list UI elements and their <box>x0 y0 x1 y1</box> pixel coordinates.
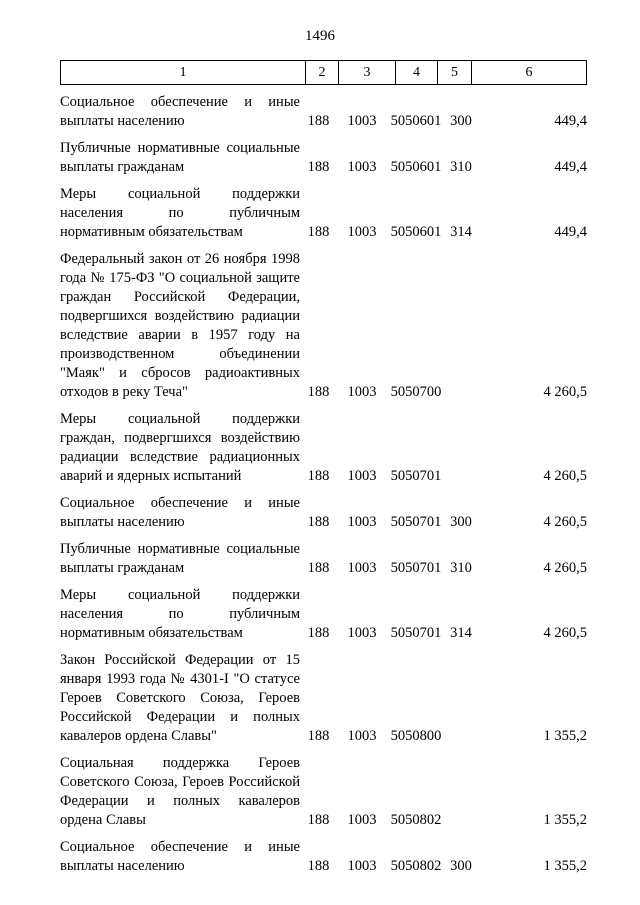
row-text: Социальное обеспечение и иные выплаты населению <box>60 495 300 530</box>
table-row <box>60 838 587 876</box>
table-row <box>60 410 587 486</box>
code-2: 1003 <box>347 625 377 641</box>
code-1: 188 <box>307 159 330 175</box>
code-3: 5050701 <box>390 468 442 484</box>
row-text: Социальное обеспечение и иные выплаты населению <box>60 839 300 874</box>
code-3: 5050701 <box>390 625 442 641</box>
table-header-cell-6: 6 <box>471 61 586 84</box>
code-1: 188 <box>307 113 330 129</box>
code-3: 5050802 <box>390 812 442 828</box>
amount: 1 355,2 <box>543 858 587 874</box>
code-2: 1003 <box>347 858 377 874</box>
code-2: 1003 <box>347 560 377 576</box>
amount: 4 260,5 <box>543 468 587 484</box>
table-row <box>60 586 587 643</box>
code-3: 5050601 <box>390 113 442 129</box>
code-1: 188 <box>307 224 330 240</box>
code-1: 188 <box>307 858 330 874</box>
code-2: 1003 <box>347 159 377 175</box>
code-3: 5050601 <box>390 224 442 240</box>
amount: 4 260,5 <box>543 514 587 530</box>
code-2: 1003 <box>347 514 377 530</box>
code-3: 5050800 <box>390 728 442 744</box>
table-row <box>60 651 587 746</box>
code-4: 300 <box>450 858 472 874</box>
table-header-cell-3: 3 <box>338 61 395 84</box>
code-1: 188 <box>307 728 330 744</box>
table-row <box>60 494 587 532</box>
row-text: Публичные нормативные социальные выплаты гражданам <box>60 140 300 175</box>
code-3: 5050601 <box>390 159 442 175</box>
table-header-cell-2: 2 <box>305 61 338 84</box>
table-row <box>60 93 587 131</box>
table-header-cell-1: 1 <box>179 65 187 80</box>
code-1: 188 <box>307 514 330 530</box>
code-4: 300 <box>450 113 472 129</box>
table-body <box>60 93 587 876</box>
code-4: 314 <box>450 224 472 240</box>
code-3: 5050701 <box>390 560 442 576</box>
amount: 449,4 <box>554 159 587 175</box>
page-number: 1496 <box>305 28 335 44</box>
code-2: 1003 <box>347 728 377 744</box>
row-text: Социальная поддержка Героев Советского Союза, Героев Российской Федерации и полных кавалеров ордена Славы <box>60 755 300 828</box>
row-text: Меры социальной поддержки населения по публичным нормативным обязательствам <box>60 186 300 240</box>
table-header-row <box>60 60 587 85</box>
table-header-cell-5: 5 <box>437 61 471 84</box>
amount: 4 260,5 <box>543 625 587 641</box>
code-4: 314 <box>450 625 472 641</box>
row-text: Меры социальной поддержки населения по публичным нормативным обязательствам <box>60 587 300 641</box>
code-3: 5050802 <box>390 858 442 874</box>
amount: 4 260,5 <box>543 384 587 400</box>
amount: 1 355,2 <box>543 812 587 828</box>
amount: 1 355,2 <box>543 728 587 744</box>
code-1: 188 <box>307 560 330 576</box>
code-1: 188 <box>307 625 330 641</box>
table-row <box>60 754 587 830</box>
budget-table <box>60 60 587 876</box>
row-text: Меры социальной поддержки граждан, подвергшихся воздействию радиации вследствие радиационных аварий и ядерных испытаний <box>60 411 300 484</box>
row-text: Федеральный закон от 26 ноября 1998 года № 175-ФЗ "О социальной защите граждан Российской Федерации, подвергшихся воздействию радиации вследствие аварии в 1957 году на производственном объединении "Маяк" и сбросов радиоактивных отходов в реку Теча" <box>60 251 300 400</box>
amount: 4 260,5 <box>543 560 587 576</box>
code-4: 300 <box>450 514 472 530</box>
table-row <box>60 250 587 402</box>
code-2: 1003 <box>347 113 377 129</box>
code-2: 1003 <box>347 812 377 828</box>
row-text: Закон Российской Федерации от 15 января 1993 года № 4301-I "О статусе Героев Советского Союза, Героев Российской Федерации и полных кавалеров ордена Славы" <box>60 652 300 744</box>
code-2: 1003 <box>347 224 377 240</box>
table-row <box>60 185 587 242</box>
amount: 449,4 <box>554 113 587 129</box>
amount: 449,4 <box>554 224 587 240</box>
code-4: 310 <box>450 159 472 175</box>
table-row <box>60 540 587 578</box>
code-3: 5050701 <box>390 514 442 530</box>
code-1: 188 <box>307 468 330 484</box>
code-4: 310 <box>450 560 472 576</box>
code-1: 188 <box>307 384 330 400</box>
row-text: Публичные нормативные социальные выплаты гражданам <box>60 541 300 576</box>
row-text: Социальное обеспечение и иные выплаты населению <box>60 94 300 129</box>
code-1: 188 <box>307 812 330 828</box>
table-header-cell-4: 4 <box>395 61 437 84</box>
code-3: 5050700 <box>390 384 442 400</box>
code-2: 1003 <box>347 384 377 400</box>
code-2: 1003 <box>347 468 377 484</box>
table-row <box>60 139 587 177</box>
